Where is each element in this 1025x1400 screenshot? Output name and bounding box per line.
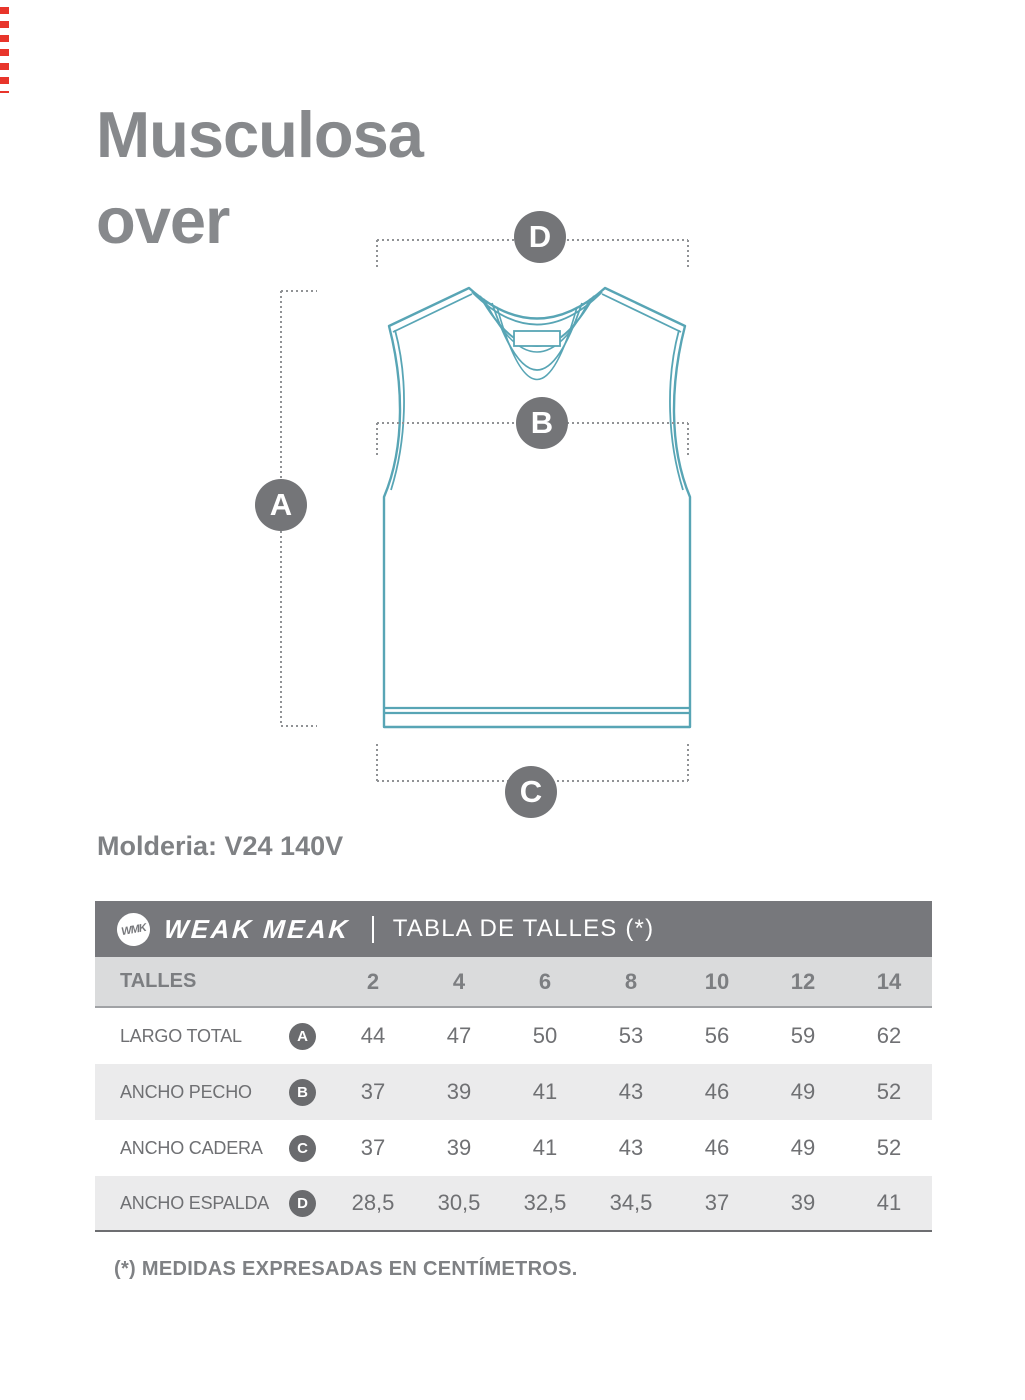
marker-a-letter: A (269, 487, 293, 522)
measure-value: 37 (704, 1190, 730, 1215)
size-col-header: 2 (366, 968, 380, 994)
measure-value: 39 (446, 1079, 472, 1104)
row-label: ANCHO CADERA (120, 1137, 263, 1158)
measure-value: 50 (532, 1023, 558, 1048)
talles-header: TALLES (120, 970, 197, 992)
size-col-header: 10 (704, 968, 730, 994)
measure-value: 37 (360, 1079, 386, 1104)
measure-value: 32,5 (523, 1190, 567, 1215)
measure-value: 39 (446, 1135, 472, 1160)
measure-value: 37 (360, 1135, 386, 1160)
marker-c-letter: C (519, 774, 543, 809)
row-badge-a: A (289, 1023, 316, 1050)
table-row-ancho-cadera (95, 1120, 932, 1176)
row-label: LARGO TOTAL (120, 1025, 242, 1046)
row-label: ANCHO PECHO (120, 1081, 252, 1102)
measure-value: 52 (876, 1135, 902, 1160)
measure-value: 46 (704, 1135, 730, 1160)
page-title-line2: over (96, 184, 230, 257)
measure-value: 43 (618, 1079, 644, 1104)
measure-value: 34,5 (609, 1190, 653, 1215)
measure-value: 41 (532, 1079, 558, 1104)
sizes-header-row (95, 957, 932, 1008)
row-badge-d: D (289, 1190, 316, 1217)
measure-value: 59 (790, 1023, 816, 1048)
dimension-marker-d (514, 211, 566, 263)
measure-value: 56 (704, 1023, 730, 1048)
weak-meak-logo-icon (114, 910, 152, 948)
size-col-header: 14 (876, 968, 902, 994)
row-badge-c: C (289, 1135, 316, 1162)
size-col-header: 6 (538, 968, 552, 994)
measure-value: 39 (790, 1190, 816, 1215)
table-row-largo-total (95, 1008, 932, 1064)
measure-value: 49 (790, 1079, 816, 1104)
measure-value: 52 (876, 1079, 902, 1104)
row-badge-b: B (289, 1079, 316, 1106)
row-label: ANCHO ESPALDA (120, 1192, 270, 1213)
measure-value: 46 (704, 1079, 730, 1104)
measure-value: 43 (618, 1135, 644, 1160)
measure-value: 44 (360, 1023, 386, 1048)
dimension-marker-c (505, 766, 557, 818)
dimension-marker-a (255, 479, 307, 531)
measure-value: 62 (876, 1023, 902, 1048)
logo-monogram: WMK (120, 920, 147, 938)
size-col-header: 8 (624, 968, 638, 994)
table-row-ancho-espalda (95, 1176, 932, 1232)
table-title: TABLA DE TALLES (*) (392, 915, 655, 942)
units-footnote: (*) MEDIDAS EXPRESADAS EN CENTÍMETROS. (114, 1258, 578, 1280)
marker-d-letter: D (528, 219, 552, 254)
page-title-line1: Musculosa (96, 98, 423, 171)
size-col-header: 4 (452, 968, 466, 994)
marker-b-letter: B (530, 405, 554, 440)
table-header-bar (95, 901, 932, 957)
measure-value: 41 (876, 1190, 902, 1215)
table-row-ancho-pecho (95, 1064, 932, 1120)
header-divider (372, 916, 374, 943)
measure-value: 53 (618, 1023, 644, 1048)
pattern-reference: Molderia: V24 140V (97, 831, 344, 861)
measure-value: 41 (532, 1135, 558, 1160)
measure-value: 28,5 (351, 1190, 395, 1215)
measure-value: 30,5 (437, 1190, 481, 1215)
size-table (95, 901, 932, 1232)
dimension-marker-b (516, 397, 568, 449)
size-col-header: 12 (790, 968, 816, 994)
measure-value: 49 (790, 1135, 816, 1160)
brand-name: WEAK MEAK (162, 913, 351, 944)
measure-value: 47 (446, 1023, 472, 1048)
